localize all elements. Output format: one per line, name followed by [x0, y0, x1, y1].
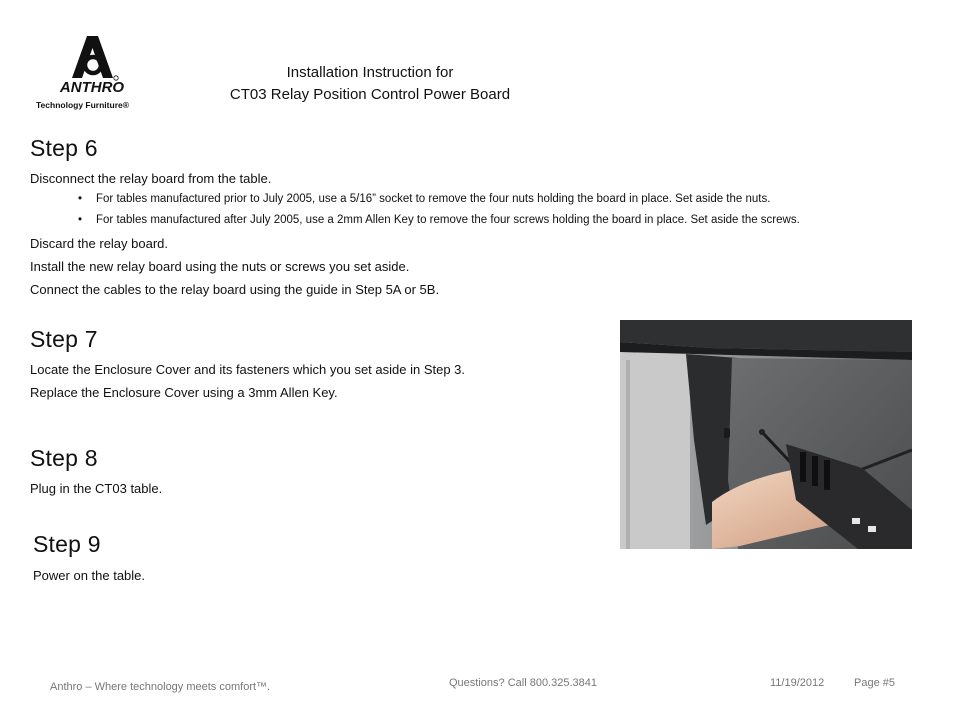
footer-slogan: Anthro – Where technology meets comfort™. [50, 681, 271, 693]
step-7-line-replace: Replace the Enclosure Cover using a 3mm Allen Key. [30, 385, 338, 400]
enclosure-cover-photo [620, 320, 912, 549]
step-8-line-plug: Plug in the CT03 table. [30, 481, 163, 496]
step-6-bullet-2-text: For tables manufactured after July 2005, use a 2mm Allen Key to remove the four screws holding the board in place. Set aside the screws. [96, 214, 800, 226]
step-9-title: Step 9 [33, 531, 101, 557]
step-6-bullet-1 [78, 193, 771, 205]
step-6-line-install: Install the new relay board using the nuts or screws you set aside. [30, 259, 410, 274]
step-6-line-disconnect: Disconnect the relay board from the table. [30, 171, 272, 186]
bullet-dot-icon: • [78, 193, 83, 205]
step-7-line-locate: Locate the Enclosure Cover and its fasteners which you set aside in Step 3. [30, 362, 466, 377]
bullet-dot-icon: • [78, 214, 83, 226]
step-6-line-discard: Discard the relay board. [30, 236, 169, 251]
step-6-title: Step 6 [30, 135, 98, 161]
logo-tagline: Technology Furniture® [36, 100, 129, 110]
step-6-bullet-2 [78, 214, 800, 226]
step-6-line-connect: Connect the cables to the relay board using the guide in Step 5A or 5B. [30, 282, 440, 297]
footer-date: 11/19/2012 [770, 677, 825, 689]
footer-questions: Questions? Call 800.325.3841 [449, 677, 597, 689]
anthro-logo [36, 32, 148, 116]
logo-brand-text: ANTHRO [59, 79, 125, 94]
step-7-title: Step 7 [30, 326, 98, 352]
step-9-line-power: Power on the table. [33, 568, 146, 583]
enclosure-photo-illustration [620, 320, 912, 549]
step-8-title: Step 8 [30, 445, 98, 471]
step-6-bullet-1-text: For tables manufactured prior to July 2005, use a 5/16” socket to remove the four nuts holding the board in place. Set aside the nuts. [96, 193, 771, 205]
header-line-1: Installation Instruction for [286, 64, 454, 81]
header-line-2: CT03 Relay Position Control Power Board [229, 86, 511, 103]
footer-page-number: Page #5 [854, 677, 895, 689]
anthro-a-logo-icon [36, 32, 148, 94]
